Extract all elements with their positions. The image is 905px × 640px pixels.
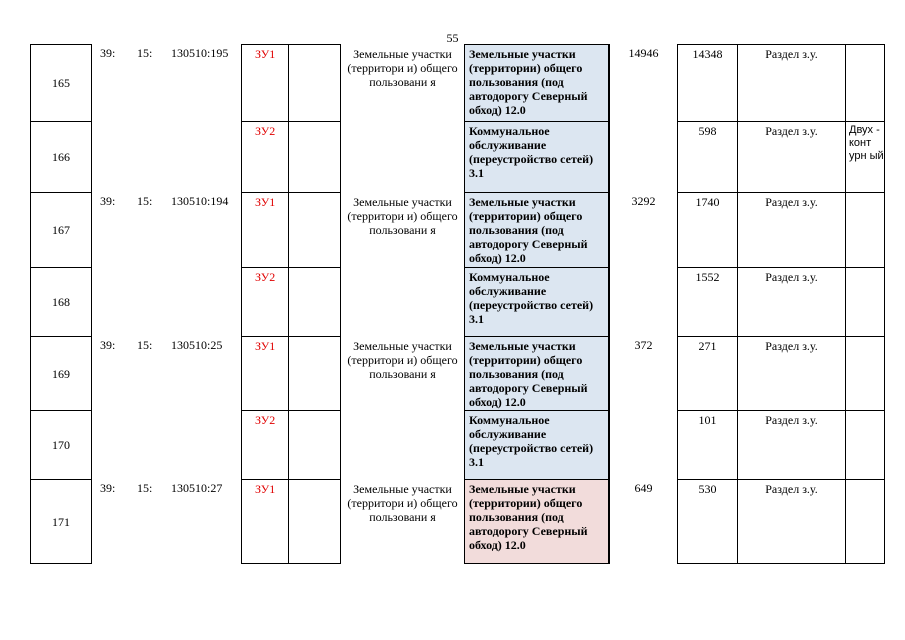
page-number: 55 [446, 31, 459, 45]
cadastral-column-line [91, 44, 92, 564]
cadastral-number [91, 336, 241, 479]
plot-code: ЗУ2 [241, 121, 288, 192]
permitted-use: Земельные участки (территории) общего пользования (под автодорогу Северный обход) 12.0 [464, 479, 609, 564]
row-number: 165 [30, 44, 91, 121]
cadastral-block: 130510:195 [171, 46, 229, 60]
total-area: 372 [609, 336, 677, 479]
extra-note: Двух - конт урн ый [845, 121, 885, 192]
row-number: 166 [30, 121, 91, 192]
plot-area: 101 [677, 410, 738, 479]
plot-code: ЗУ1 [241, 336, 288, 410]
plot-area: 271 [677, 336, 738, 410]
extra-note [845, 267, 885, 336]
note: Раздел з.у. [738, 410, 845, 479]
row-number: 170 [30, 410, 91, 479]
cadastral-block: 130510:27 [171, 481, 223, 495]
note: Раздел з.у. [738, 192, 845, 267]
total-area: 649 [609, 479, 677, 564]
cadastral-number [91, 192, 241, 336]
land-category: Земельные участки (территори и) общего пользовани я [347, 47, 458, 89]
row-number: 168 [30, 267, 91, 336]
plot-area: 1552 [677, 267, 738, 336]
blank-cell [288, 336, 341, 410]
plot-code: ЗУ1 [241, 44, 288, 121]
plot-code: ЗУ1 [241, 479, 288, 564]
total-area: 14946 [609, 44, 677, 192]
plot-code: ЗУ1 [241, 192, 288, 267]
land-category: Земельные участки (территори и) общего пользовани я [347, 482, 458, 524]
row-number: 169 [30, 336, 91, 410]
permitted-use: Земельные участки (территории) общего пользования (под автодорогу Северный обход) 12.0 [464, 44, 609, 121]
plot-area: 1740 [677, 192, 738, 267]
permitted-use: Коммунальное обслуживание (переустройство сетей) 3.1 [464, 267, 609, 336]
cadastral-district: 39: [100, 46, 116, 60]
plot-area: 530 [677, 479, 738, 564]
extra-note [845, 479, 885, 564]
plot-area: 598 [677, 121, 738, 192]
cadastral-area: 15: [137, 481, 153, 495]
plot-code: ЗУ2 [241, 410, 288, 479]
extra-note [845, 410, 885, 479]
blank-cell [288, 121, 341, 192]
cadastral-area: 15: [137, 338, 153, 352]
cadastral-area: 15: [137, 194, 153, 208]
note: Раздел з.у. [738, 267, 845, 336]
note: Раздел з.у. [738, 336, 845, 410]
cadastral-district: 39: [100, 481, 116, 495]
cadastral-district: 39: [100, 194, 116, 208]
extra-note [845, 44, 885, 121]
permitted-use: Земельные участки (территории) общего пользования (под автодорогу Северный обход) 12.0 [464, 192, 609, 267]
cadastral-block: 130510:25 [171, 338, 223, 352]
blank-cell [288, 267, 341, 336]
land-category: Земельные участки (территори и) общего пользовани я [347, 339, 458, 381]
cadastral-number [91, 479, 241, 564]
blank-cell [288, 410, 341, 479]
permitted-use: Земельные участки (территории) общего пользования (под автодорогу Северный обход) 12.0 [464, 336, 609, 410]
blank-cell [288, 192, 341, 267]
land-plot-table [30, 44, 885, 564]
note: Раздел з.у. [738, 121, 845, 192]
plot-code: ЗУ2 [241, 267, 288, 336]
land-category: Земельные участки (территори и) общего пользовани я [347, 195, 458, 237]
permitted-use: Коммунальное обслуживание (переустройство сетей) 3.1 [464, 410, 609, 479]
row-number: 171 [30, 479, 91, 564]
cadastral-block: 130510:194 [171, 194, 229, 208]
cadastral-number [91, 44, 241, 192]
extra-note [845, 192, 885, 267]
note: Раздел з.у. [738, 44, 845, 121]
note: Раздел з.у. [738, 479, 845, 564]
extra-note [845, 336, 885, 410]
blank-cell [288, 479, 341, 564]
cadastral-district: 39: [100, 338, 116, 352]
total-area: 3292 [609, 192, 677, 336]
plot-area: 14348 [677, 44, 738, 121]
row-number: 167 [30, 192, 91, 267]
permitted-use: Коммунальное обслуживание (переустройство сетей) 3.1 [464, 121, 609, 192]
cadastral-area: 15: [137, 46, 153, 60]
blank-cell [288, 44, 341, 121]
